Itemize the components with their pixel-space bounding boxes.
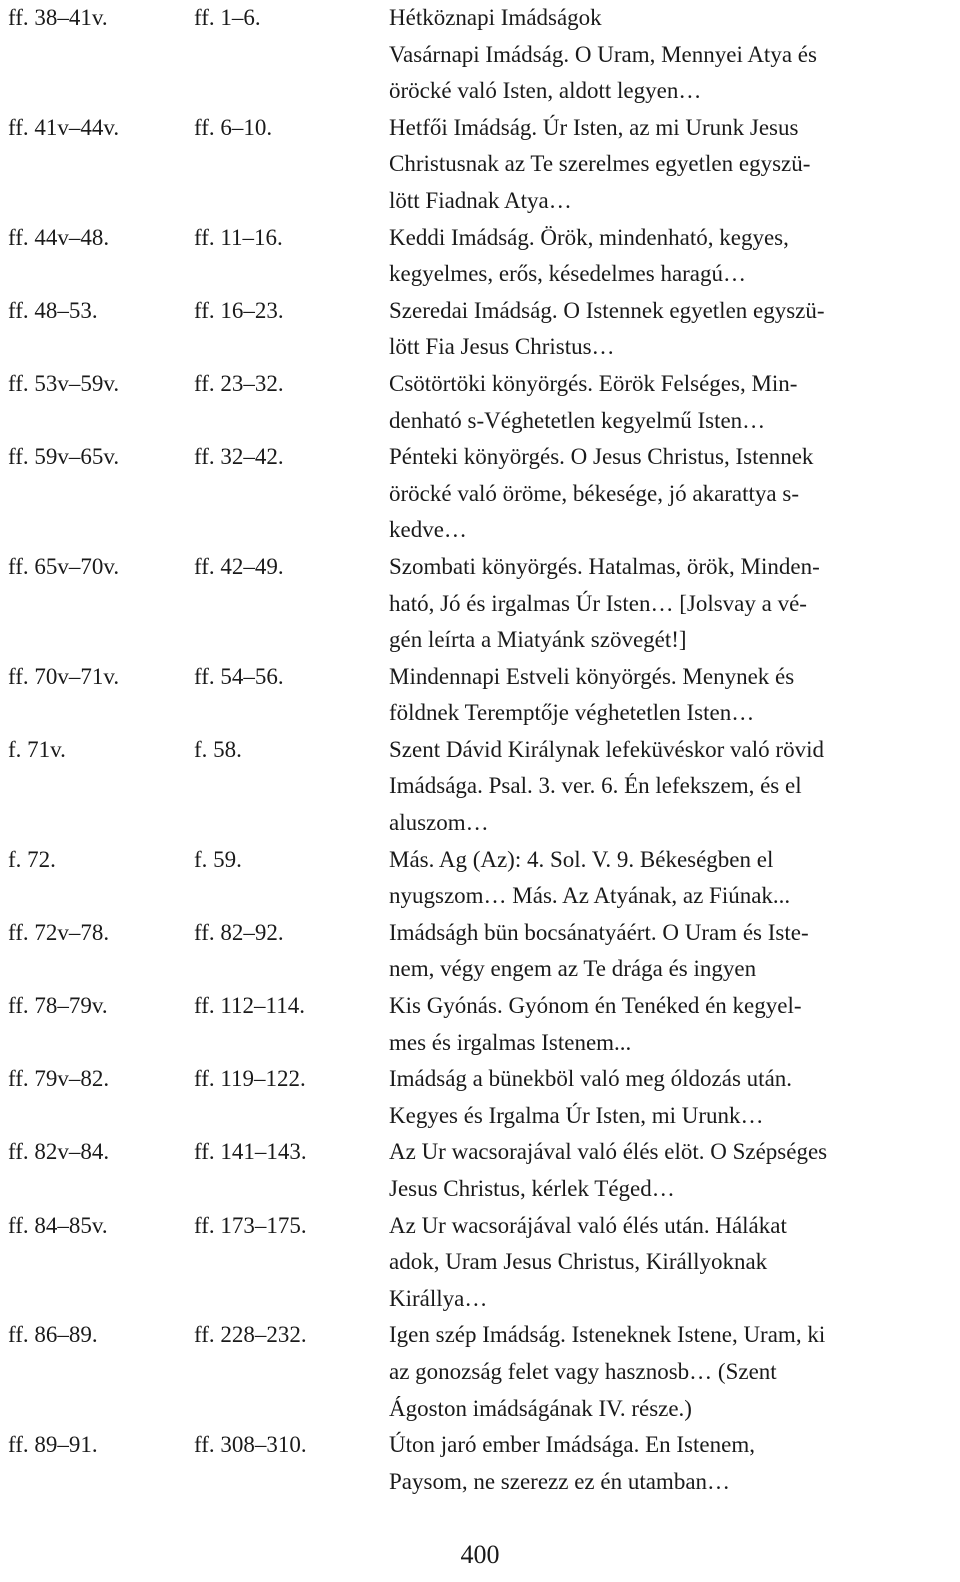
description-line: lött Fiadnak Atya… [389,187,572,213]
index-entry [8,1208,956,1318]
description-line: Paysom, ne szerezz ez én utamban… [389,1468,731,1494]
folio-reference: ff. 70v–71v. [8,663,120,689]
prayer-description [389,988,956,1061]
folio-reference: ff. 84–85v. [8,1212,108,1238]
description-line: kedve… [389,517,467,543]
description-line: Kegyes és Irgalma Úr Isten, mi Urunk… [389,1102,764,1128]
page-reference: ff. 308–310. [194,1432,307,1458]
page-reference: f. 59. [194,846,242,872]
prayer-description [389,0,956,110]
description-line: Imádságh bün bocsánatyáért. O Uram és Iste- [389,919,809,945]
folio-reference: ff. 44v–48. [8,224,110,250]
page-reference: ff. 6–10. [194,114,273,140]
folio-reference: ff. 59v–65v. [8,444,120,470]
prayer-index-list [8,0,956,1500]
description-line: Az Ur wacsorájával való élés után. Hálákat [389,1212,787,1238]
index-entry [8,366,956,439]
description-line: gén leírta a Miatyánk szövegét!] [389,627,687,653]
page-number: 400 [460,1540,500,1569]
page-reference: ff. 32–42. [194,444,284,470]
folio-reference: ff. 48–53. [8,297,98,323]
index-entry [8,842,956,915]
folio-reference: ff. 79v–82. [8,1066,110,1092]
prayer-description [389,659,956,732]
description-line: Imádsága. Psal. 3. ver. 6. Én lefekszem, és el [389,773,802,799]
prayer-description [389,915,956,988]
index-entry [8,1317,956,1427]
description-line: Más. Ag (Az): 4. Sol. V. 9. Békeségben el [389,846,774,872]
index-entry [8,1134,956,1207]
prayer-description [389,1427,956,1500]
page-reference: ff. 23–32. [194,370,284,396]
page-reference: ff. 173–175. [194,1212,307,1238]
index-entry [8,988,956,1061]
description-line: Igen szép Imádság. Isteneknek Istene, Uram, ki [389,1322,826,1348]
description-line: nyugszom… Más. Az Atyának, az Fiúnak... [389,883,791,909]
index-entry [8,293,956,366]
prayer-description [389,220,956,293]
folio-reference: ff. 53v–59v. [8,370,120,396]
folio-reference: f. 72. [8,846,56,872]
description-line: öröcké való öröme, békesége, jó akarattya s- [389,480,799,506]
folio-reference: ff. 65v–70v. [8,553,120,579]
folio-reference: ff. 41v–44v. [8,114,120,140]
prayer-description [389,1208,956,1318]
description-line: Hétköznapi Imádságok [389,5,602,30]
index-entry [8,732,956,842]
page-reference: f. 58. [194,736,242,762]
description-line: lött Fia Jesus Christus… [389,334,615,360]
description-line: Az Ur wacsorajával való élés elöt. O Szépséges [389,1139,828,1165]
folio-reference: ff. 72v–78. [8,919,110,945]
folio-reference: f. 71v. [8,736,66,762]
description-line: Szeredai Imádság. O Istennek egyetlen egyszü- [389,297,825,323]
description-line: Keddi Imádság. Örök, mindenható, kegyes, [389,224,789,250]
page-reference: ff. 112–114. [194,993,305,1019]
description-line: Imádság a bünekböl való meg óldozás után. [389,1066,793,1092]
description-line: Szombati könyörgés. Hatalmas, örök, Minden- [389,553,820,579]
index-entry [8,439,956,549]
prayer-description [389,293,956,366]
prayer-description [389,366,956,439]
description-line: denható s-Véghetetlen kegyelmű Isten… [389,407,766,433]
description-line: kegyelmes, erős, késedelmes haragú… [389,261,747,287]
page-reference: ff. 16–23. [194,297,284,323]
description-line: Jesus Christus, kérlek Téged… [389,1176,675,1201]
folio-reference: ff. 86–89. [8,1322,98,1348]
description-line: földnek Teremptője véghetetlen Isten… [389,700,755,726]
index-entry [8,659,956,732]
description-line: Királlya… [389,1285,488,1311]
page-reference: ff. 228–232. [194,1322,307,1348]
description-line: Hetfői Imádság. Úr Isten, az mi Urunk Jesus [389,114,799,140]
description-line: Ágoston imádságának IV. része.) [389,1395,692,1421]
description-line: Mindennapi Estveli könyörgés. Menynek és [389,663,795,689]
prayer-description [389,1317,956,1427]
index-entry [8,1427,956,1500]
index-entry [8,220,956,293]
folio-reference: ff. 82v–84. [8,1139,110,1165]
index-entry [8,915,956,988]
page-reference: ff. 42–49. [194,553,284,579]
page-reference: ff. 1–6. [194,5,261,30]
folio-reference: ff. 38–41v. [8,5,108,30]
index-entry [8,1061,956,1134]
description-line: nem, végy engem az Te drága és ingyen [389,956,757,982]
prayer-description [389,549,956,659]
page-reference: ff. 11–16. [194,224,283,250]
index-entry [8,549,956,659]
prayer-description [389,1061,956,1134]
prayer-description [389,1134,956,1207]
description-line: ható, Jó és irgalmas Úr Isten… [Jolsvay a vé- [389,590,807,616]
description-line: Pénteki könyörgés. O Jesus Christus, Istennek [389,444,814,470]
folio-reference: ff. 89–91. [8,1432,98,1458]
page-reference: ff. 119–122. [194,1066,306,1092]
description-line: öröcké való Isten, aldott legyen… [389,78,702,104]
description-line: Úton jaró ember Imádsága. En Istenem, [389,1432,755,1458]
prayer-description [389,732,956,842]
page-reference: ff. 82–92. [194,919,284,945]
description-line: Christusnak az Te szerelmes egyetlen egyszü- [389,151,811,177]
page-reference: ff. 54–56. [194,663,284,689]
folio-reference: ff. 78–79v. [8,993,108,1019]
description-line: Csötörtöki könyörgés. Eörök Felséges, Min- [389,370,798,396]
index-entry [8,0,956,110]
description-line: az gonozság felet vagy hasznosb… (Szent [389,1358,777,1384]
description-line: Szent Dávid Királynak lefeküvéskor való rövid [389,736,824,762]
description-line: adok, Uram Jesus Christus, Királlyoknak [389,1249,768,1275]
page-reference: ff. 141–143. [194,1139,307,1165]
description-line: Kis Gyónás. Gyónom én Tenéked én kegyel- [389,993,802,1019]
prayer-description [389,110,956,220]
prayer-description [389,439,956,549]
description-line: Vasárnapi Imádság. O Uram, Mennyei Atya és [389,41,817,67]
description-line: aluszom… [389,810,489,836]
prayer-description [389,842,956,915]
description-line: mes és irgalmas Istenem... [389,1029,632,1055]
index-entry [8,110,956,220]
